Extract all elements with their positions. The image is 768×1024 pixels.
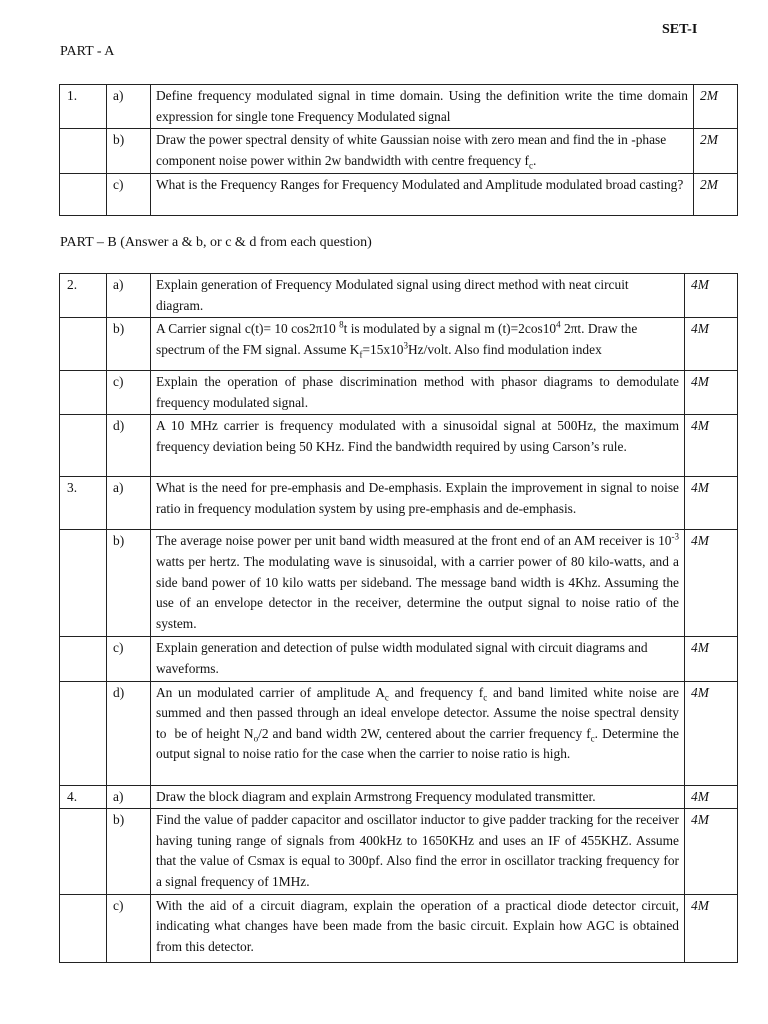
question-number [60,129,107,174]
table-row [60,785,738,809]
question-text: Draw the block diagram and explain Armstrong Frequency modulated transmitter. [151,785,685,809]
question-number: 3. [60,477,107,530]
question-text: Draw the power spectral density of white Gaussian noise with zero mean and find the in -phase component noise power within 2w bandwidth with centre frequency $f_c$. [151,129,694,174]
sub-question-label: d) [107,681,151,785]
table-row [60,174,738,216]
table-row [60,681,738,785]
marks: 4M [685,274,738,318]
marks: 2M [694,174,738,216]
marks: 4M [685,637,738,681]
part-b-heading: PART – B (Answer a & b, or c & d from each question) [60,235,372,250]
question-text: With the aid of a circuit diagram, explain the operation of a practical diode detector circuit, indicating what changes have been made from the basic circuit. Explain how AGC is obtained from this detector. [151,894,685,962]
question-text: The average noise power per unit band width measured at the front end of an AM receiver is $10^{-3}$ watts per hertz. The modulating wave is sinusoidal, with a carrier power of 80 kilo-watts, and a side band power of 10 kilo watts per sideband. The message band width is 4Khz. Assuming the use of an envelope detector in the receiver, determine the output signal to noise ratio of the system. [151,530,685,637]
table-row [60,129,738,174]
question-text: Explain generation of Frequency Modulated signal using direct method with neat circuit diagram. [151,274,685,318]
marks: 2M [694,85,738,129]
question-text: What is the need for pre-emphasis and De-emphasis. Explain the improvement in signal to noise ratio in frequency modulation system by using pre-emphasis and de-emphasis. [151,477,685,530]
table-row [60,371,738,415]
question-number [60,174,107,216]
marks: 4M [685,415,738,477]
sub-question-label: b) [107,809,151,894]
sub-question-label: d) [107,415,151,477]
sub-question-label: c) [107,371,151,415]
table-row [60,318,738,371]
question-number [60,809,107,894]
question-text: Find the value of padder capacitor and oscillator inductor to give padder tracking for the receiver having tuning range of signals from 400kHz to 1650KHz and uses an IF of 455KHZ. Assume that the value of Csmax is equal to 300pf. Also find the error in oscillator tracking frequency for a signal frequency of 1MHz. [151,809,685,894]
question-number [60,681,107,785]
sub-question-label: c) [107,637,151,681]
question-number [60,318,107,371]
question-text: A Carrier signal c(t)= 10 cos2π10 $^8$t is modulated by a signal m $(t)=2\cos 10^4$ 2πt. Draw the spectrum of the FM signal. Assume $K_f=15x10^3Hz$/volt. Also find modulation index [151,318,685,371]
marks: 4M [685,681,738,785]
table-row [60,894,738,962]
sub-question-label: b) [107,530,151,637]
part-a-table [59,84,738,216]
question-number [60,415,107,477]
marks: 4M [685,894,738,962]
question-number: 1. [60,85,107,129]
sub-question-label: b) [107,318,151,371]
table-row [60,415,738,477]
question-number: 2. [60,274,107,318]
marks: 2M [694,129,738,174]
sub-question-label: c) [107,174,151,216]
marks: 4M [685,785,738,809]
question-text: An un modulated carrier of amplitude $A_c$ and frequency $f_c$ and band limited white noise are summed and then passed through an ideal envelope detector. Assume the noise spectral density to be of height $N_o/2$ and band width 2W, centered about the carrier frequency $f_c$. Determine the output signal to noise ratio for the case when the carrier to noise ratio is high. [151,681,685,785]
marks: 4M [685,530,738,637]
marks: 4M [685,371,738,415]
table-row [60,530,738,637]
question-number [60,371,107,415]
part-b-table [59,273,738,963]
question-number [60,894,107,962]
question-number: 4. [60,785,107,809]
sub-question-label: b) [107,129,151,174]
question-text: Explain the operation of phase discrimination method with phasor diagrams to demodulate frequency modulated signal. [151,371,685,415]
marks: 4M [685,477,738,530]
question-text: Define frequency modulated signal in time domain. Using the definition write the time domain expression for single tone Frequency Modulated signal [151,85,694,129]
question-number [60,637,107,681]
sub-question-label: a) [107,85,151,129]
table-row [60,809,738,894]
question-text: A 10 MHz carrier is frequency modulated with a sinusoidal signal at 500Hz, the maximum frequency deviation being 50 KHz. Find the bandwidth required by using Carson’s rule. [151,415,685,477]
marks: 4M [685,318,738,371]
table-row [60,637,738,681]
marks: 4M [685,809,738,894]
sub-question-label: a) [107,274,151,318]
table-row [60,477,738,530]
sub-question-label: c) [107,894,151,962]
part-a-heading: PART - A [60,44,115,59]
table-row [60,85,738,129]
sub-question-label: a) [107,785,151,809]
question-number [60,530,107,637]
question-text: Explain generation and detection of pulse width modulated signal with circuit diagrams and waveforms. [151,637,685,681]
question-text: What is the Frequency Ranges for Frequency Modulated and Amplitude modulated broad casting? [151,174,694,216]
set-label: SET-I [662,22,698,37]
sub-question-label: a) [107,477,151,530]
table-row [60,274,738,318]
